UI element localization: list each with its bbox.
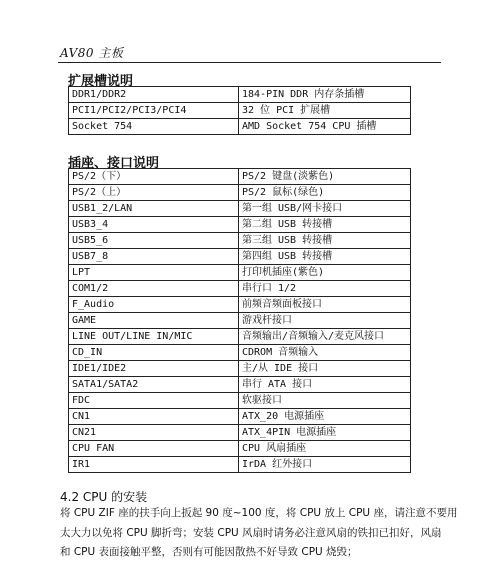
table-row <box>69 185 411 201</box>
item-name-cell: LPT <box>69 265 239 281</box>
table-row <box>69 87 411 103</box>
table-row <box>69 345 411 361</box>
item-name-cell: COM1/2 <box>69 281 239 297</box>
item-description-cell: 主/从 IDE 接口 <box>239 361 411 377</box>
paragraph-line: 太大力以免将 CPU 脚折弯；安装 CPU 风扇时请务必注意风扇的铁扣已扣好，风扇 <box>60 526 442 539</box>
table-row <box>69 201 411 217</box>
item-description-cell: 游戏杆接口 <box>239 313 411 329</box>
item-description-cell: IrDA 红外接口 <box>239 457 411 473</box>
item-name-cell: PS/2（上） <box>69 185 239 201</box>
item-name-cell: DDR1/DDR2 <box>69 87 239 103</box>
table-row <box>69 409 411 425</box>
item-description-cell: 第一组 USB/网卡接口 <box>239 201 411 217</box>
table-row <box>69 361 411 377</box>
item-description-cell: 前频音频面板接口 <box>239 297 411 313</box>
item-name-cell: PCI1/PCI2/PCI3/PCI4 <box>69 103 239 119</box>
table-row <box>69 441 411 457</box>
expansion-slots-table <box>68 86 411 135</box>
item-name-cell: F_Audio <box>69 297 239 313</box>
item-description-cell: PS/2 鼠标(绿色) <box>239 185 411 201</box>
item-name-cell: LINE OUT/LINE IN/MIC <box>69 329 239 345</box>
table-row <box>69 393 411 409</box>
item-name-cell: CPU FAN <box>69 441 239 457</box>
table-row <box>69 281 411 297</box>
table-row <box>69 297 411 313</box>
table-row <box>69 425 411 441</box>
item-description-cell: ATX_4PIN 电源插座 <box>239 425 411 441</box>
cpu-install-paragraph <box>60 504 458 563</box>
item-description-cell: CDROM 音频输入 <box>239 345 411 361</box>
item-description-cell: PS/2 键盘(淡紫色) <box>239 169 411 185</box>
item-description-cell: 第二组 USB 转接槽 <box>239 217 411 233</box>
item-description-cell: 32 位 PCI 扩展槽 <box>239 103 411 119</box>
table-row <box>69 313 411 329</box>
item-name-cell: USB5_6 <box>69 233 239 249</box>
expansion-slots-heading: 扩展槽说明 <box>68 74 134 89</box>
item-description-cell: 打印机插座(紫色) <box>239 265 411 281</box>
table-row <box>69 265 411 281</box>
item-description-cell: AMD Socket 754 CPU 插槽 <box>239 119 411 135</box>
item-name-cell: GAME <box>69 313 239 329</box>
item-description-cell: 第三组 USB 转接槽 <box>239 233 411 249</box>
table-row <box>69 217 411 233</box>
item-name-cell: Socket 754 <box>69 119 239 135</box>
connectors-table <box>68 168 411 473</box>
table-row <box>69 233 411 249</box>
item-description-cell: ATX_20 电源插座 <box>239 409 411 425</box>
item-name-cell: USB3_4 <box>69 217 239 233</box>
table-row <box>69 103 411 119</box>
item-description-cell: 音频输出/音频输入/麦克风接口 <box>239 329 411 345</box>
table-row <box>69 457 411 473</box>
header-rule <box>58 62 441 63</box>
table-row <box>69 119 411 135</box>
table-row <box>69 249 411 265</box>
item-description-cell: 软驱接口 <box>239 393 411 409</box>
item-description-cell: CPU 风扇插座 <box>239 441 411 457</box>
paragraph-line: 和 CPU 表面接触平整，否则有可能因散热不好导致 CPU 烧毁； <box>60 546 358 558</box>
item-name-cell: CN21 <box>69 425 239 441</box>
item-name-cell: PS/2（下） <box>69 169 239 185</box>
item-name-cell: FDC <box>69 393 239 409</box>
table-row <box>69 329 411 345</box>
paragraph-line: 将 CPU ZIF 座的扶手向上扳起 90 度~100 度，将 CPU 放上 CPU 座，请注意不要用 <box>60 507 458 519</box>
table-row <box>69 377 411 393</box>
item-description-cell: 第四组 USB 转接槽 <box>239 249 411 265</box>
connectors-heading: 插座、接口说明 <box>68 156 160 171</box>
item-name-cell: SATA1/SATA2 <box>69 377 239 393</box>
item-name-cell: USB7_8 <box>69 249 239 265</box>
item-name-cell: USB1_2/LAN <box>69 201 239 217</box>
item-name-cell: CD_IN <box>69 345 239 361</box>
page-header-title: AV80 主板 <box>60 46 124 60</box>
cpu-install-heading: 4.2 CPU 的安装 <box>60 490 148 504</box>
item-description-cell: 串行 ATA 接口 <box>239 377 411 393</box>
item-name-cell: CN1 <box>69 409 239 425</box>
item-description-cell: 串行口 1/2 <box>239 281 411 297</box>
table-row <box>69 169 411 185</box>
item-name-cell: IR1 <box>69 457 239 473</box>
item-description-cell: 184-PIN DDR 内存条插槽 <box>239 87 411 103</box>
item-name-cell: IDE1/IDE2 <box>69 361 239 377</box>
